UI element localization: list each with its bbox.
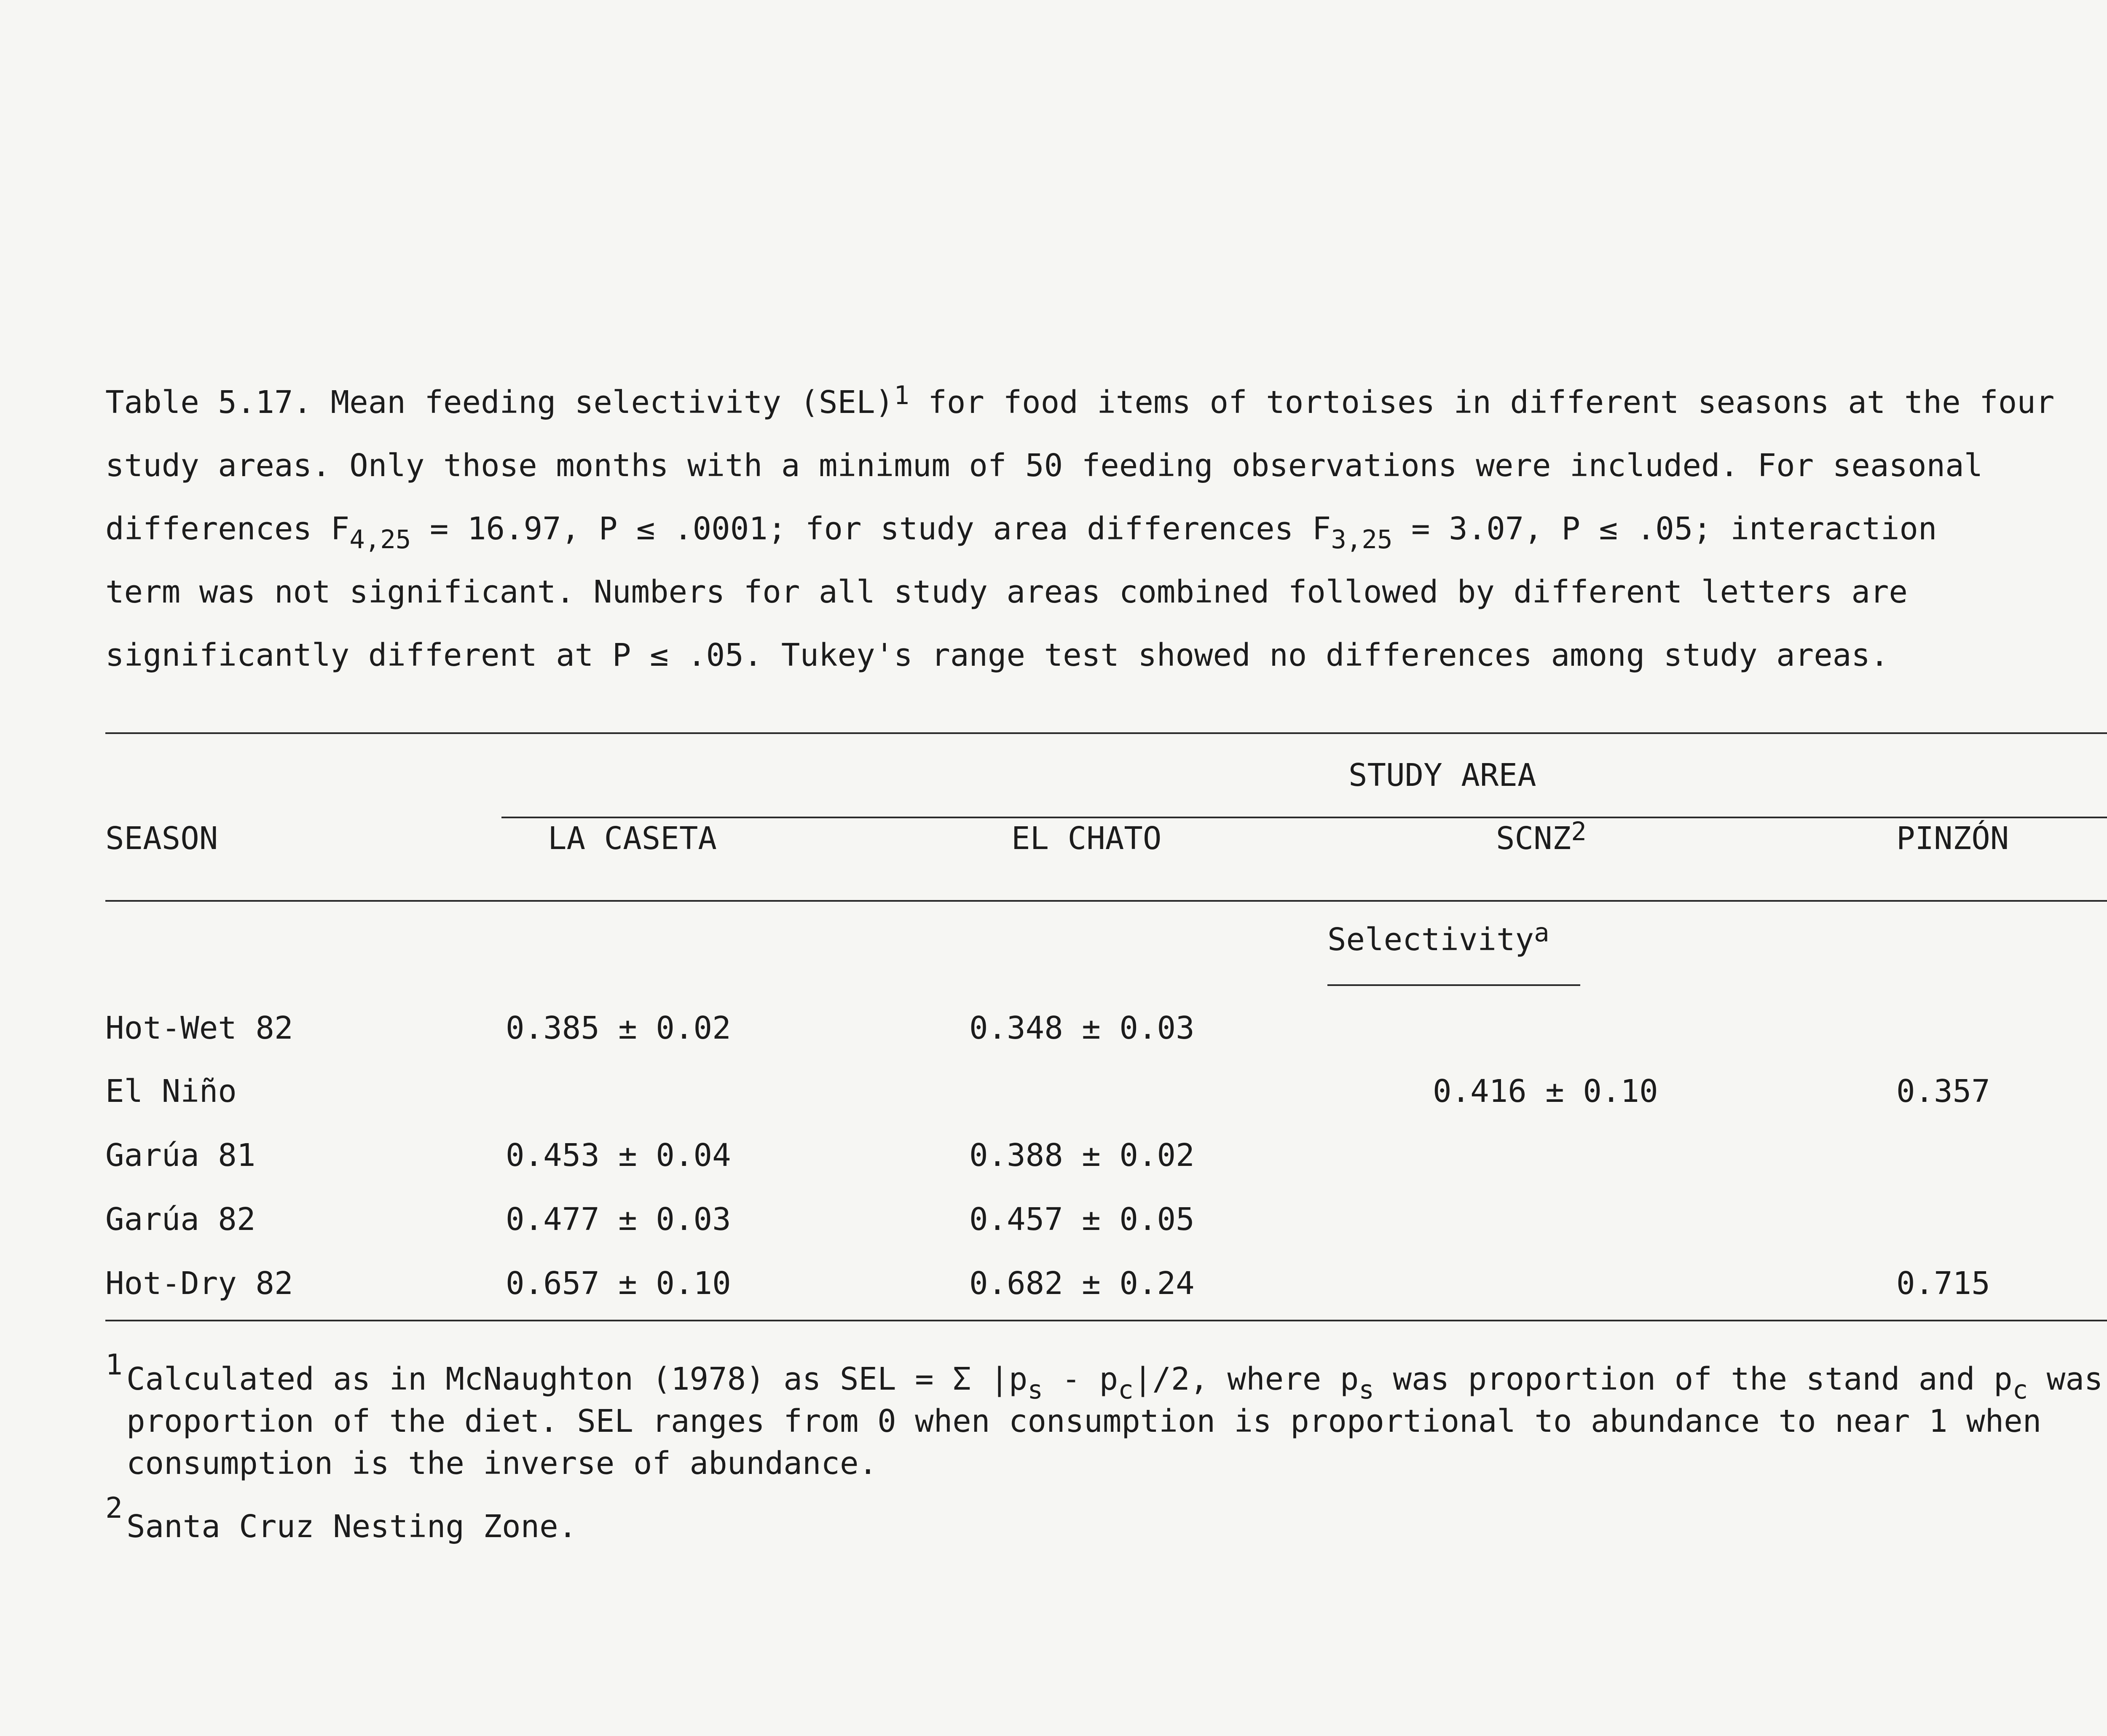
selectivity-underline bbox=[1327, 984, 1580, 986]
caption-text: differences F bbox=[105, 511, 350, 547]
footnote-text: |/2, where p bbox=[1133, 1361, 1359, 1397]
cell-el-chato: 0.457 ± 0.05 bbox=[969, 1201, 1195, 1238]
caption-line-2: study areas. Only those months with a minimum of 50 feeding observations were included. For seasonal bbox=[105, 447, 1983, 484]
cell-la-caseta: 0.385 ± 0.02 bbox=[506, 1010, 731, 1046]
subscript-s: s bbox=[1027, 1375, 1043, 1405]
selectivity-subheader-text: Selectivity bbox=[1327, 922, 1534, 958]
cell-el-chato: 0.388 ± 0.02 bbox=[969, 1137, 1195, 1173]
table-top-rule bbox=[105, 732, 2107, 734]
caption-text: Table 5.17. Mean feeding selectivity (SEL) bbox=[105, 384, 894, 421]
footnote-2-text: Santa Cruz Nesting Zone. bbox=[126, 1508, 577, 1545]
subscript-c: c bbox=[1118, 1375, 1134, 1405]
cell-scnz: 0.416 ± 0.10 bbox=[1433, 1073, 1658, 1109]
footnote-1-line-2: proportion of the diet. SEL ranges from 0 when consumption is proportional to abundance to near 1 when bbox=[126, 1403, 2042, 1439]
caption-line-4: term was not significant. Numbers for all study areas combined followed by different letters are bbox=[105, 574, 1908, 610]
footnote-text: - p bbox=[1043, 1361, 1118, 1397]
footnote-mark-2: 2 bbox=[105, 1492, 123, 1525]
column-header-scnz bbox=[1496, 817, 1587, 860]
cell-season: Hot-Wet 82 bbox=[105, 1010, 293, 1046]
cell-pinzon: 0.715 bbox=[1896, 1265, 1990, 1302]
cell-season: Garúa 81 bbox=[105, 1137, 256, 1173]
footnote-text: was bbox=[2028, 1361, 2103, 1397]
cell-la-caseta: 0.453 ± 0.04 bbox=[506, 1137, 731, 1173]
footnote-mark-1: 1 bbox=[105, 1348, 123, 1382]
column-header-el-chato: EL CHATO bbox=[1011, 820, 1162, 857]
column-header-season: SEASON bbox=[105, 820, 218, 857]
cell-la-caseta: 0.477 ± 0.03 bbox=[506, 1201, 731, 1238]
table-caption bbox=[105, 371, 2107, 687]
footnote-1-line-3: consumption is the inverse of abundance. bbox=[126, 1445, 878, 1481]
column-header-scnz-text: SCNZ bbox=[1496, 820, 1571, 857]
cell-la-caseta: 0.657 ± 0.10 bbox=[506, 1265, 731, 1302]
cell-el-chato: 0.682 ± 0.24 bbox=[969, 1265, 1195, 1302]
cell-el-chato: 0.348 ± 0.03 bbox=[969, 1010, 1195, 1046]
footnote-ref-2: 2 bbox=[1571, 817, 1587, 847]
footnote-text: was proportion of the stand and p bbox=[1374, 1361, 2013, 1397]
selectivity-subheader bbox=[1327, 919, 1549, 961]
footnote-1-line-1 bbox=[126, 1361, 2103, 1405]
study-area-group-header: STUDY AREA bbox=[1348, 757, 1536, 793]
caption-line-3 bbox=[105, 497, 2107, 560]
caption-text: = 3.07, P ≤ .05; interaction bbox=[1392, 511, 1937, 547]
caption-line-5: significantly different at P ≤ .05. Tukey's range test showed no differences among study areas. bbox=[105, 637, 1889, 673]
subscript-s: s bbox=[1359, 1375, 1374, 1405]
subscript-c: c bbox=[2012, 1375, 2028, 1405]
column-header-la-caseta: LA CASETA bbox=[548, 820, 717, 857]
cell-pinzon: 0.357 bbox=[1896, 1073, 1990, 1109]
caption-text: for food items of tortoises in different seasons at the four bbox=[909, 384, 2055, 421]
footnote-text: Calculated as in McNaughton (1978) as SEL = Σ |p bbox=[126, 1361, 1028, 1397]
cell-season: Garúa 82 bbox=[105, 1201, 256, 1238]
footnote-ref-1: 1 bbox=[894, 380, 909, 410]
caption-line-1 bbox=[105, 371, 2107, 434]
df-subscript: 3,25 bbox=[1331, 525, 1393, 555]
column-header-pinzon: PINZÓN bbox=[1896, 820, 2009, 857]
cell-season: El Niño bbox=[105, 1073, 237, 1109]
df-subscript: 4,25 bbox=[349, 525, 411, 555]
selectivity-subheader-sup: a bbox=[1534, 918, 1549, 948]
table-bottom-rule bbox=[105, 1320, 2107, 1321]
caption-text: = 16.97, P ≤ .0001; for study area differences F bbox=[411, 511, 1331, 547]
header-bottom-rule bbox=[105, 900, 2107, 902]
cell-season: Hot-Dry 82 bbox=[105, 1265, 293, 1302]
group-header-rule bbox=[501, 817, 2107, 818]
